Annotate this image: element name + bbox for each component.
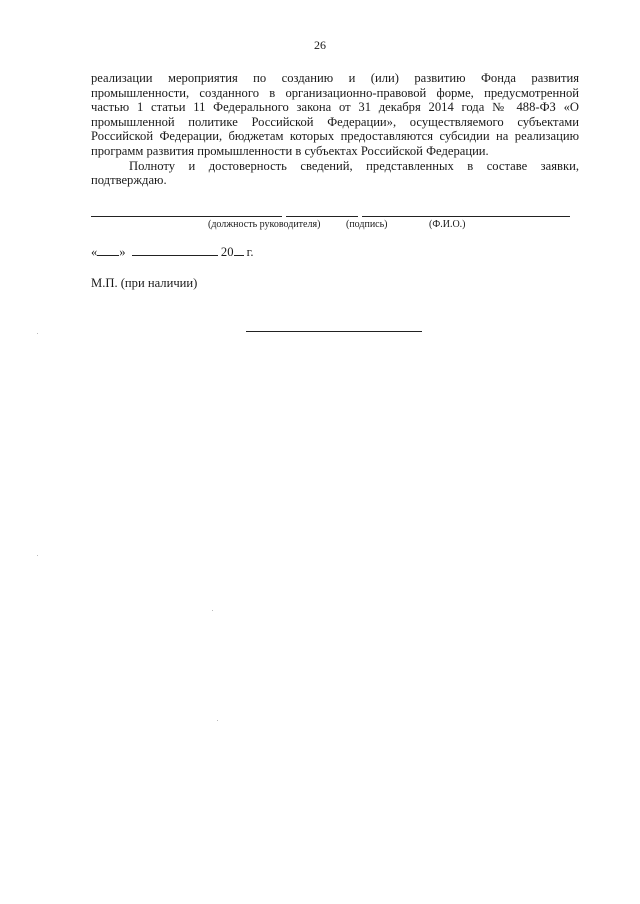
year-suffix: г. <box>246 245 254 259</box>
year-prefix: 20 <box>220 245 234 259</box>
signature-line <box>286 216 358 217</box>
page-number: 26 <box>314 38 326 52</box>
scan-speck <box>37 333 38 334</box>
paragraph-confirmation: Полноту и достоверность сведений, представленных в составе заявки, подтверждаю. <box>91 158 579 188</box>
body-text <box>91 71 579 188</box>
date-open-quote: « <box>91 245 98 259</box>
position-signature-line <box>91 216 282 217</box>
signature-caption: (подпись) <box>346 219 388 230</box>
name-signature-line <box>362 216 570 217</box>
seal-note: М.П. (при наличии) <box>91 276 198 290</box>
position-caption: (должность руководителя) <box>208 219 321 230</box>
paragraph-continuation: реализации мероприятия по созданию и (или) развитию Фонда развития промышленности, созданного в организационно-правовой форме, предусмотренной частью 1 статьи 11 Федерального закона от 31 декабря 2014 года № 488-ФЗ «О промышленной политике Российской Федерации», осуществляемого субъектами Российской Федерации, бюджетам которых предоставляются субсидии на реализацию программ развития промышленности в субъектах Российской Федерации. <box>91 71 579 158</box>
date-line <box>91 245 254 260</box>
year-blank <box>234 245 244 256</box>
day-blank <box>97 245 119 256</box>
name-caption: (Ф.И.О.) <box>429 219 466 230</box>
scan-speck <box>37 555 38 556</box>
scan-speck <box>217 720 218 721</box>
date-close-quote: » <box>119 245 126 259</box>
scan-speck <box>212 610 213 611</box>
end-of-document-rule <box>246 331 422 332</box>
month-blank <box>132 245 218 256</box>
